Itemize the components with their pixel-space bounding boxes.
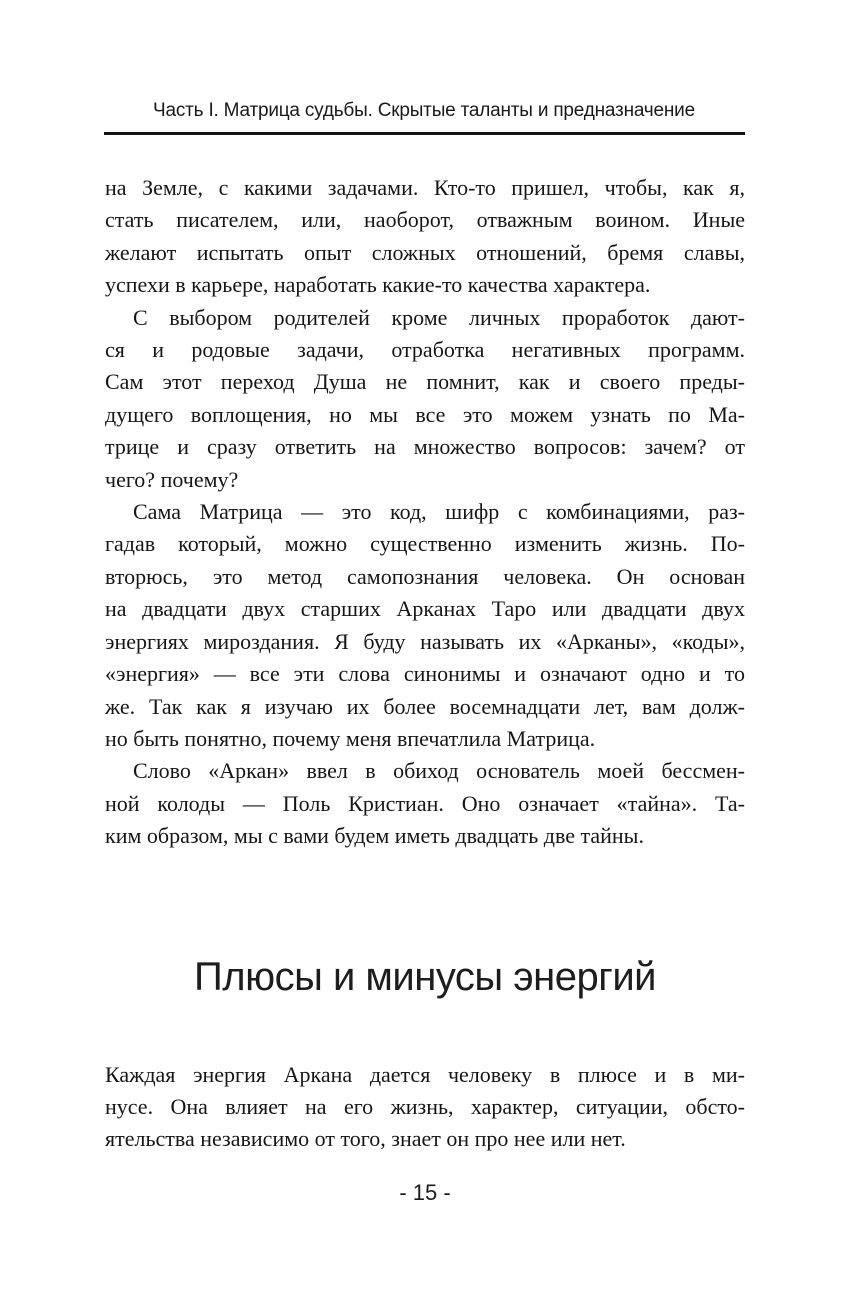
paragraph-group-after-heading (105, 1059, 745, 1156)
paragraph (105, 496, 745, 755)
text-line: желают испытать опыт сложных отношений, бремя славы, (105, 239, 745, 265)
page-number: - 15 - (399, 1180, 451, 1205)
text-line: ятельства независимо от того, знает он про нее или нет. (105, 1126, 626, 1152)
text-line: но быть понятно, почему меня впечатлила Матрица. (105, 725, 596, 751)
text-line: дущего воплощения, но мы все это можем узнать по Ма- (105, 401, 745, 427)
text-line: гадав который, можно существенно изменить жизнь. По- (105, 531, 745, 557)
text-line: энергиях мироздания. Я буду называть их «Арканы», «коды», (105, 628, 745, 654)
paragraph (105, 755, 745, 852)
text-line: С выбором родителей кроме личных проработок дают- (133, 304, 745, 330)
text-line: ким образом, мы с вами будем иметь двадцать две тайны. (105, 823, 644, 849)
text-line: на двадцати двух старших Арканах Таро или двадцати двух (105, 596, 745, 622)
section-heading: Плюсы и минусы энергий (193, 954, 657, 999)
text-line: нусе. Она влияет на его жизнь, характер, ситуации, обсто- (105, 1093, 745, 1119)
text-line: стать писателем, или, наоборот, отважным воином. Иные (105, 207, 745, 233)
text-line: «энергия» — все эти слова синонимы и означают одно и то (105, 661, 745, 687)
paragraph-group-before-heading (105, 172, 745, 853)
text-line: вторюсь, это метод самопознания человека. Он основан (105, 563, 745, 589)
text-line: Сам этот переход Душа не помнит, как и своего преды- (105, 369, 745, 395)
paragraph (105, 302, 745, 496)
text-line: же. Так как я изучаю их более восемнадцати лет, вам долж- (105, 693, 745, 719)
text-line: чего? почему? (105, 466, 239, 492)
paragraph (105, 1059, 745, 1156)
text-line: трице и сразу ответить на множество вопросов: зачем? от (105, 434, 745, 460)
text-line: на Земле, с какими задачами. Кто-то пришел, чтобы, как я, (105, 175, 745, 200)
text-line: Слово «Аркан» ввел в обиход основатель моей бессмен- (133, 758, 745, 784)
running-header: Часть I. Матрица судьбы. Скрытые таланты и предназначение (153, 100, 695, 121)
text-line: Сама Матрица — это код, шифр с комбинациями, раз- (133, 499, 745, 525)
paragraph (105, 172, 745, 302)
header-rule (104, 132, 745, 135)
text-line: ся и родовые задачи, отработка негативных программ. (105, 337, 745, 363)
text-line: ной колоды — Поль Кристиан. Оно означает «тайна». Та- (105, 790, 745, 816)
text-line: Каждая энергия Аркана дается человеку в плюсе и в ми- (105, 1061, 745, 1087)
body-text (105, 172, 745, 1156)
text-line: успехи в карьере, наработать какие-то качества характера. (105, 272, 651, 298)
